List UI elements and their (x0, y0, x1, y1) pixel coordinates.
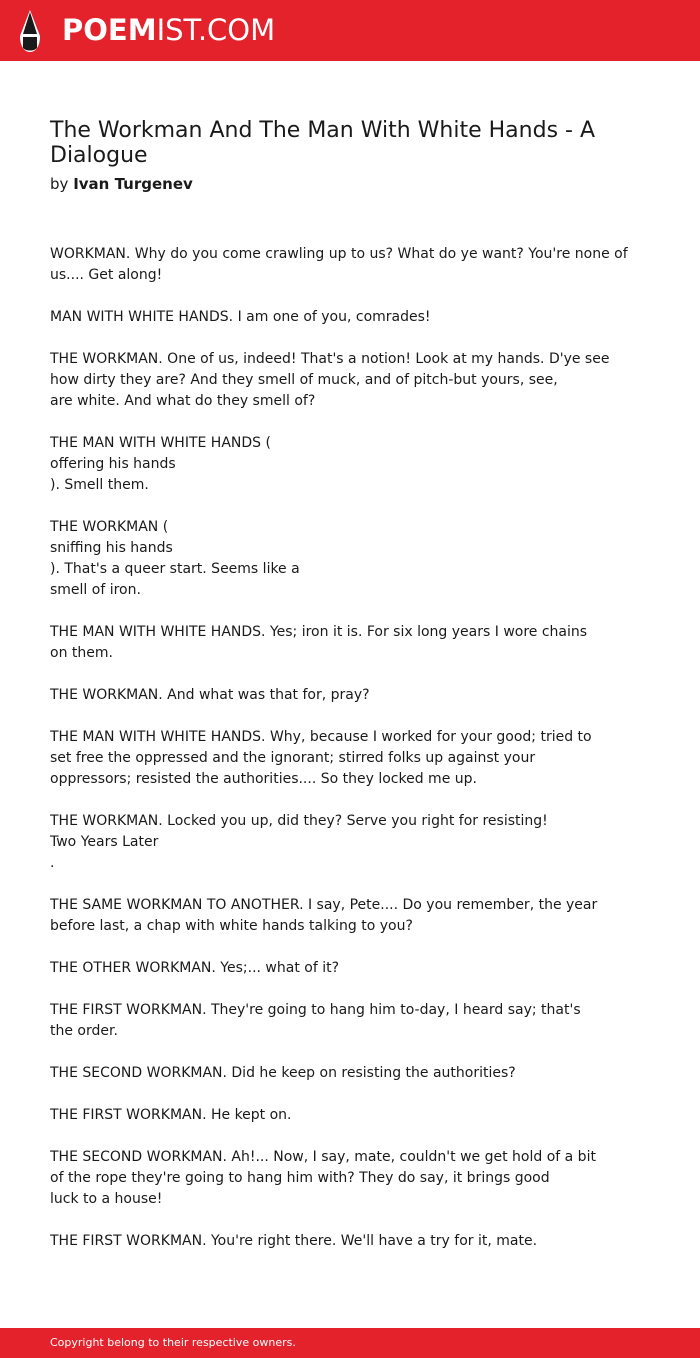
poem-line: set free the oppressed and the ignorant; stirred folks up against your (50, 750, 536, 766)
poem-line: . (50, 855, 55, 871)
poem-stanza (50, 517, 650, 601)
poem-line: luck to a house! (50, 1191, 163, 1207)
poem-stanza (50, 811, 650, 874)
poem-line: before last, a chap with white hands talking to you? (50, 918, 413, 934)
poem-line: on them. (50, 645, 113, 661)
poem-line: oppressors; resisted the authorities.... So they locked me up. (50, 771, 477, 787)
poem-stanza (50, 1105, 650, 1126)
copyright-text: Copyright belong to their respective owners. (50, 1336, 296, 1349)
poem-stanza (50, 1231, 650, 1252)
poem-line: ). Smell them. (50, 477, 149, 493)
poem-stanza (50, 727, 650, 790)
poem-stanza (50, 895, 650, 937)
poem-line: offering his hands (50, 456, 176, 472)
poem-line: the order. (50, 1023, 118, 1039)
poem-line: THE SECOND WORKMAN. Did he keep on resisting the authorities? (50, 1065, 516, 1081)
poem-stanza (50, 958, 650, 979)
pencil-logo-icon[interactable] (18, 10, 42, 52)
site-footer (0, 1328, 700, 1358)
poem-line: THE SECOND WORKMAN. Ah!... Now, I say, mate, couldn't we get hold of a bit (50, 1149, 596, 1165)
author-name: Ivan Turgenev (73, 175, 193, 193)
logo-bold-text: POEM (62, 13, 157, 47)
title-line: Dialogue (50, 143, 148, 168)
poem-title (50, 118, 640, 168)
poem-line: THE WORKMAN. Locked you up, did they? Serve you right for resisting! (50, 813, 548, 829)
poem-line: THE OTHER WORKMAN. Yes;... what of it? (50, 960, 340, 976)
poem-line: smell of iron. (50, 582, 141, 598)
poem-line: how dirty they are? And they smell of muck, and of pitch-but yours, see, (50, 372, 558, 388)
byline (50, 174, 193, 194)
poem-stanza (50, 1063, 650, 1084)
poem-body (50, 244, 650, 1273)
poem-line: THE MAN WITH WHITE HANDS ( (50, 435, 271, 451)
poem-line: THE MAN WITH WHITE HANDS. Why, because I worked for your good; tried to (50, 729, 592, 745)
poem-line: sniffing his hands (50, 540, 173, 556)
poem-line: THE WORKMAN ( (50, 519, 169, 535)
poem-line: of the rope they're going to hang him with? They do say, it brings good (50, 1170, 550, 1186)
logo-light-text: IST.COM (156, 13, 276, 47)
site-header (0, 0, 700, 61)
poem-stanza (50, 433, 650, 496)
poem-line: are white. And what do they smell of? (50, 393, 316, 409)
poem-stanza (50, 1147, 650, 1210)
poem-stanza (50, 307, 650, 328)
poem-stanza (50, 622, 650, 664)
poem-line: THE SAME WORKMAN TO ANOTHER. I say, Pete.... Do you remember, the year (50, 897, 598, 913)
poem-line: MAN WITH WHITE HANDS. I am one of you, comrades! (50, 309, 431, 325)
poem-line: ). That's a queer start. Seems like a (50, 561, 300, 577)
poem-stanza (50, 685, 650, 706)
site-logo[interactable] (62, 13, 275, 47)
poem-line: THE FIRST WORKMAN. You're right there. We'll have a try for it, mate. (50, 1233, 538, 1249)
poem-line: us.... Get along! (50, 267, 163, 283)
poem-line: THE WORKMAN. And what was that for, pray? (50, 687, 370, 703)
poem-line: Two Years Later (50, 834, 159, 850)
title-line: The Workman And The Man With White Hands - A (50, 118, 596, 143)
poem-stanza (50, 349, 650, 412)
by-label: by (50, 175, 69, 193)
poem-line: THE FIRST WORKMAN. He kept on. (50, 1107, 292, 1123)
poem-line: WORKMAN. Why do you come crawling up to us? What do ye want? You're none of (50, 246, 628, 262)
poem-line: THE FIRST WORKMAN. They're going to hang him to-day, I heard say; that's (50, 1002, 581, 1018)
poem-stanza (50, 244, 650, 286)
poem-line: THE MAN WITH WHITE HANDS. Yes; iron it is. For six long years I wore chains (50, 624, 588, 640)
poem-stanza (50, 1000, 650, 1042)
poem-line: THE WORKMAN. One of us, indeed! That's a notion! Look at my hands. D'ye see (50, 351, 610, 367)
